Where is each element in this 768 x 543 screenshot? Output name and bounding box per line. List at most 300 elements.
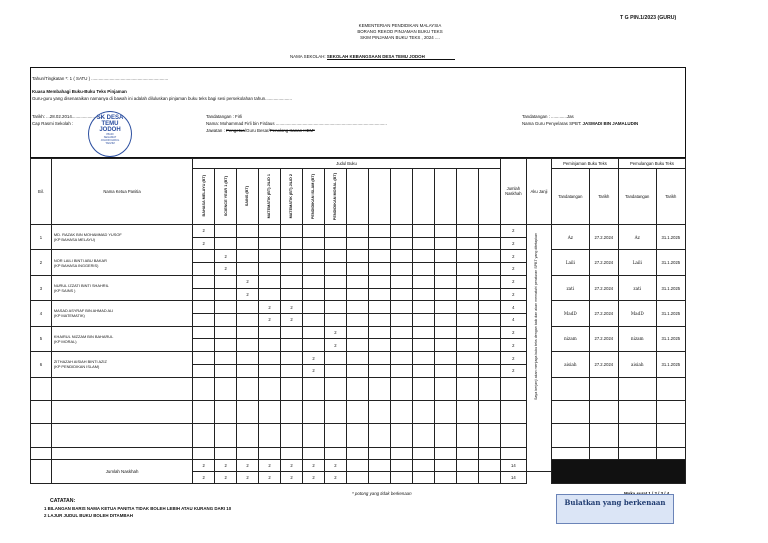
book-title-cell-11 [412, 168, 434, 224]
empty-cell [434, 424, 456, 447]
loan-record-table [30, 158, 686, 484]
qty-cell [434, 326, 456, 339]
school-name: SEKOLAH KEBANGSAAN DESA TEMU JODOH [327, 54, 455, 60]
empty-cell [237, 377, 259, 400]
return-date: 31.1.2025 [656, 275, 685, 300]
return-group-header [618, 159, 685, 169]
teacher-subject: (KP MORAL) [53, 338, 77, 344]
empty-cell [412, 377, 434, 400]
school-label: NAMA SEKOLAH: [290, 54, 326, 59]
empty-cell [259, 377, 281, 400]
empty-cell [390, 401, 412, 424]
qty-cell [281, 224, 303, 237]
qty-cell: 2 [193, 237, 215, 250]
qty-cell [478, 352, 500, 365]
row-total: 2 [500, 339, 526, 352]
empty-cell [500, 424, 526, 447]
qty-cell [390, 313, 412, 326]
qty-cell: 2 [303, 364, 325, 377]
stamp-line-1: SK DESA [96, 115, 124, 121]
total-qty-cell [456, 472, 478, 484]
total-qty-cell: 2 [259, 460, 281, 472]
totals-blank [31, 460, 52, 484]
qty-cell [215, 339, 237, 352]
qty-cell [193, 339, 215, 352]
return-signature: MadD [618, 301, 656, 326]
book-title-cell-9 [368, 168, 390, 224]
empty-cell [368, 447, 390, 460]
row-total: 2 [500, 237, 526, 250]
empty-cell [552, 424, 590, 447]
table-row [31, 224, 686, 237]
return-date-header [656, 168, 685, 224]
qty-cell [215, 288, 237, 301]
qty-cell: 2 [193, 224, 215, 237]
empty-cell [618, 377, 656, 400]
empty-cell [552, 377, 590, 400]
empty-cell [215, 424, 237, 447]
qty-cell [281, 352, 303, 365]
empty-cell [324, 447, 346, 460]
qty-cell [478, 364, 500, 377]
empty-cell [390, 424, 412, 447]
book-title-cell-14 [478, 168, 500, 224]
qty-cell [368, 263, 390, 276]
teacher-subject: (KP SAINS ) [53, 288, 76, 294]
qty-cell [456, 288, 478, 301]
qty-cell: 2 [281, 313, 303, 326]
qty-cell [237, 339, 259, 352]
loan-date: 27.2.2024 [589, 250, 618, 275]
qty-cell [412, 237, 434, 250]
qty-cell [478, 326, 500, 339]
qty-cell [390, 250, 412, 263]
total-qty-cell [346, 460, 368, 472]
totals-label: Jumlah Naskhah [51, 460, 192, 484]
date-line: Tarikh: ...28.02.2014........................... [32, 114, 105, 119]
empty-cell [193, 424, 215, 447]
teacher-cell [51, 224, 192, 249]
empty-cell [656, 401, 685, 424]
book-title-cell-5 [281, 168, 303, 224]
qty-cell [324, 288, 346, 301]
loan-signature: Laili [552, 250, 590, 275]
qty-cell [434, 364, 456, 377]
table-row [31, 301, 686, 314]
qty-cell [324, 263, 346, 276]
empty-cell [281, 447, 303, 460]
row-number: 3 [31, 275, 52, 300]
total-qty-cell [390, 472, 412, 484]
col-bil-header [31, 159, 52, 225]
qty-cell [259, 250, 281, 263]
form-code: T G PIN.1/2023 (GURU) [620, 15, 677, 21]
principal-signature-line: Tandatangan : Firli [206, 114, 243, 119]
qty-cell [368, 237, 390, 250]
authority-text: Guru-guru yang disenaraikan namanya di bawah ini adalah diluluskan pinjaman buku teks bagi sesi persekolahan tahun...................... [32, 96, 292, 101]
qty-cell [390, 263, 412, 276]
note-1: 1 BILANGAN BARIS NAMA KETUA PANITIA TIDAK BOLEH LEBIH ATAU KURANG DARI 10 [44, 506, 232, 511]
qty-cell: 2 [324, 339, 346, 352]
total-qty-cell: 2 [259, 472, 281, 484]
loan-group-header [552, 159, 619, 169]
qty-cell [215, 224, 237, 237]
total-qty-cell [434, 460, 456, 472]
qty-cell [368, 364, 390, 377]
principal-name-line: Nama: Mohammad Firli bin Firdaus ........................................................................................... [206, 121, 387, 126]
total-qty-cell [368, 472, 390, 484]
qty-cell [193, 313, 215, 326]
book-title-cell-10 [390, 168, 412, 224]
qty-cell [478, 288, 500, 301]
empty-cell [434, 377, 456, 400]
teacher-cell [51, 326, 192, 351]
empty-cell [478, 424, 500, 447]
qty-cell [412, 326, 434, 339]
empty-cell [656, 377, 685, 400]
empty-cell [51, 424, 192, 447]
empty-cell [215, 447, 237, 460]
qty-cell [237, 224, 259, 237]
empty-cell [193, 447, 215, 460]
teacher-name: NOR LAILI BINTI ABU BAKAR [53, 257, 107, 263]
loan-signature: zati [552, 275, 590, 300]
books-group-label: Judul Buku [336, 160, 357, 166]
qty-cell [368, 250, 390, 263]
row-total: 4 [500, 313, 526, 326]
qty-cell [215, 301, 237, 314]
qty-cell [237, 250, 259, 263]
row-total: 2 [500, 275, 526, 288]
qty-cell [412, 339, 434, 352]
qty-cell [324, 250, 346, 263]
return-date: 31.1.2025 [656, 326, 685, 351]
qty-cell [368, 352, 390, 365]
book-title-7: PENDIDIKAN MORAL (BT) [333, 172, 338, 220]
qty-cell [237, 352, 259, 365]
qty-cell [346, 250, 368, 263]
qty-cell [478, 275, 500, 288]
qty-cell [456, 339, 478, 352]
qty-cell [346, 224, 368, 237]
loan-date: 27.2.2024 [589, 352, 618, 377]
qty-cell [346, 352, 368, 365]
qty-cell [412, 288, 434, 301]
teacher-cell [51, 301, 192, 326]
qty-cell [215, 275, 237, 288]
qty-cell [412, 250, 434, 263]
teacher-name: ZITHAZAH AISIAH BINTI AZIZ [53, 359, 107, 365]
coordinator-label: Nama Guru Penyelaras SPBT: [522, 121, 583, 126]
total-qty-cell: 2 [215, 460, 237, 472]
row-total: 2 [500, 250, 526, 263]
loan-sign-header [552, 168, 590, 224]
empty-cell [346, 424, 368, 447]
qty-cell [456, 275, 478, 288]
empty-cell [412, 401, 434, 424]
empty-cell [237, 401, 259, 424]
empty-row [31, 447, 686, 460]
post-mid: /Guru Besar/ [244, 128, 270, 133]
total-qty-cell [434, 472, 456, 484]
stamp-line-5: SEGAMAT [103, 135, 117, 139]
teacher-name: NURUL IZZATI BINTI SHAHRIL [53, 283, 109, 289]
shaded-block [552, 460, 686, 484]
table-row [31, 326, 686, 339]
book-title-cell-3 [237, 168, 259, 224]
empty-cell [552, 401, 590, 424]
qty-cell [478, 224, 500, 237]
row-total: 2 [500, 224, 526, 237]
qty-cell [281, 288, 303, 301]
qty-cell [412, 364, 434, 377]
return-sign-label: Tandatangan [625, 193, 650, 199]
empty-cell [500, 401, 526, 424]
qty-cell [259, 224, 281, 237]
qty-cell [324, 237, 346, 250]
qty-cell [390, 364, 412, 377]
total-qty-cell: 2 [324, 472, 346, 484]
ministry-title: KEMENTERIAN PENDIDIKAN MALAYSIA [358, 23, 442, 28]
loan-date: 27.2.2024 [589, 301, 618, 326]
total-qty-cell: 2 [215, 472, 237, 484]
qty-cell [434, 263, 456, 276]
table-row [31, 275, 686, 288]
qty-cell [193, 275, 215, 288]
empty-cell [193, 401, 215, 424]
empty-cell [324, 424, 346, 447]
empty-cell [500, 377, 526, 400]
qty-cell [368, 301, 390, 314]
qty-cell [434, 313, 456, 326]
empty-cell [656, 447, 685, 460]
empty-cell [618, 447, 656, 460]
totals-row [31, 460, 686, 472]
book-title-cell-4 [259, 168, 281, 224]
qty-cell [456, 313, 478, 326]
return-date-label: Tarikh [665, 193, 677, 199]
book-title-6: PENDIDIKAN ISLAM (BT) [311, 173, 316, 219]
empty-cell [368, 401, 390, 424]
loan-signature: nizam [552, 326, 590, 351]
coordinator-signature-line: Tandatangan : .............Jas [522, 114, 574, 119]
return-date: 31.1.2025 [656, 250, 685, 275]
qty-cell [390, 301, 412, 314]
return-signature: aisiah [618, 352, 656, 377]
teacher-cell [51, 275, 192, 300]
qty-cell [281, 339, 303, 352]
stamp-line-3: JODOH [99, 127, 121, 133]
promise-text: Saya berjanji akan menjaga buku teks dengan baik dan akan mematuhi peraturan SPBT yang ditetapkan [534, 233, 538, 401]
empty-row [31, 377, 686, 400]
qty-cell [390, 237, 412, 250]
qty-cell [215, 352, 237, 365]
empty-cell [656, 424, 685, 447]
total-qty-cell [390, 460, 412, 472]
loan-signature: aisiah [552, 352, 590, 377]
qty-cell [390, 288, 412, 301]
col-name-header [51, 159, 192, 225]
return-sign-header [618, 168, 656, 224]
loan-date: 27.2.2024 [589, 224, 618, 249]
book-title-cell-13 [456, 168, 478, 224]
qty-cell [237, 364, 259, 377]
row-number: 6 [31, 352, 52, 377]
empty-cell [51, 377, 192, 400]
empty-cell [303, 447, 325, 460]
qty-cell [237, 237, 259, 250]
qty-cell: 2 [259, 301, 281, 314]
return-signature: Laili [618, 250, 656, 275]
qty-cell [193, 352, 215, 365]
empty-cell [193, 377, 215, 400]
return-signature: nizam [618, 326, 656, 351]
total-qty-cell [412, 460, 434, 472]
empty-cell [31, 377, 52, 400]
qty-cell [259, 352, 281, 365]
qty-cell: 2 [215, 250, 237, 263]
total-qty-cell: 2 [303, 472, 325, 484]
empty-cell [478, 401, 500, 424]
qty-cell [434, 352, 456, 365]
qty-cell [324, 313, 346, 326]
qty-cell [303, 237, 325, 250]
promise-label: Aku Janji [530, 188, 548, 194]
qty-cell [434, 339, 456, 352]
stamp-label: Cap Rasmi Sekolah : [32, 121, 74, 126]
total-qty-cell: 2 [237, 472, 259, 484]
qty-cell [303, 224, 325, 237]
empty-cell [456, 401, 478, 424]
qty-cell [281, 364, 303, 377]
teacher-cell [51, 352, 192, 377]
empty-cell [589, 424, 618, 447]
book-title-cell-6 [303, 168, 325, 224]
qty-cell [412, 352, 434, 365]
post-struck-2: Penolong Kanan HEM* [269, 128, 315, 133]
empty-cell [434, 401, 456, 424]
empty-cell [324, 401, 346, 424]
book-title-3: SAINS (BT) [245, 186, 250, 207]
qty-cell [368, 275, 390, 288]
row-number: 5 [31, 326, 52, 351]
books-group-header [193, 159, 501, 169]
qty-cell [456, 364, 478, 377]
empty-cell [324, 377, 346, 400]
row-total: 2 [500, 326, 526, 339]
qty-cell [281, 275, 303, 288]
loan-date: 27.2.2024 [589, 326, 618, 351]
qty-cell [346, 339, 368, 352]
empty-cell [346, 377, 368, 400]
qty-cell [390, 352, 412, 365]
empty-row [31, 424, 686, 447]
qty-cell [478, 237, 500, 250]
qty-cell [456, 224, 478, 237]
book-title-2: SCIENCE YEAR 1 (BT) [223, 176, 228, 217]
qty-cell [346, 301, 368, 314]
authority-title: Kuasa Membahagi Buku-Buku Teks Pinjaman [32, 89, 127, 94]
qty-cell [456, 301, 478, 314]
book-title-5: MATEMATIK (BT) JILID 2 [289, 174, 294, 219]
qty-cell [303, 326, 325, 339]
qty-cell [193, 250, 215, 263]
loan-signature: MadD [552, 301, 590, 326]
book-title-cell-2 [215, 168, 237, 224]
qty-cell: 2 [215, 263, 237, 276]
qty-cell: 2 [303, 352, 325, 365]
empty-cell [215, 401, 237, 424]
empty-cell [51, 401, 192, 424]
qty-cell [303, 339, 325, 352]
qty-cell [456, 326, 478, 339]
empty-cell [259, 447, 281, 460]
strike-note: * potong yang tidak berkenaan [352, 491, 412, 496]
return-group-label: Pemulangan Buku Teks [630, 160, 674, 166]
qty-cell [368, 224, 390, 237]
teacher-name: MD. RAZAK BIN MOHAMMAD YUSOF [53, 232, 122, 238]
total-qty-cell: 2 [281, 460, 303, 472]
table-row [31, 250, 686, 263]
qty-cell [346, 237, 368, 250]
book-title-cell-7 [324, 168, 346, 224]
qty-cell [303, 250, 325, 263]
grand-total: 14 [500, 472, 526, 484]
col-total-header [500, 159, 526, 225]
qty-cell [193, 288, 215, 301]
empty-cell [478, 377, 500, 400]
qty-cell [303, 313, 325, 326]
total-label: Jumlah Naskhah [505, 186, 522, 197]
teacher-subject: (KP MATEMATIK) [53, 313, 85, 319]
qty-cell [412, 301, 434, 314]
qty-cell [368, 326, 390, 339]
qty-cell [346, 275, 368, 288]
empty-row [31, 401, 686, 424]
empty-cell [346, 401, 368, 424]
empty-cell [412, 424, 434, 447]
qty-cell [390, 224, 412, 237]
empty-cell [303, 401, 325, 424]
qty-cell [303, 301, 325, 314]
qty-cell [259, 364, 281, 377]
empty-cell [259, 401, 281, 424]
empty-cell [390, 447, 412, 460]
empty-cell [303, 424, 325, 447]
stamp-line-4: 86100 [106, 133, 114, 136]
qty-cell [324, 301, 346, 314]
total-qty-cell [346, 472, 368, 484]
teacher-name: MASAD ASYRAF BIN AHMAD ALI [53, 308, 114, 314]
loan-group-label: Peminjaman Buku Teks [563, 160, 607, 166]
qty-cell [303, 275, 325, 288]
total-qty-cell [456, 460, 478, 472]
qty-cell [259, 326, 281, 339]
empty-cell [456, 377, 478, 400]
empty-cell [281, 401, 303, 424]
book-title-1: BAHASA MELAYU (BT) [201, 175, 206, 217]
book-title-4: MATEMATIK (BT) JILID 1 [267, 174, 272, 219]
empty-cell [346, 447, 368, 460]
qty-cell [237, 326, 259, 339]
empty-cell [237, 424, 259, 447]
qty-cell [281, 263, 303, 276]
qty-cell [412, 313, 434, 326]
qty-cell [193, 263, 215, 276]
row-number: 1 [31, 224, 52, 249]
post-prefix: Jawatan : [206, 128, 227, 133]
col-promise-header [526, 159, 551, 225]
